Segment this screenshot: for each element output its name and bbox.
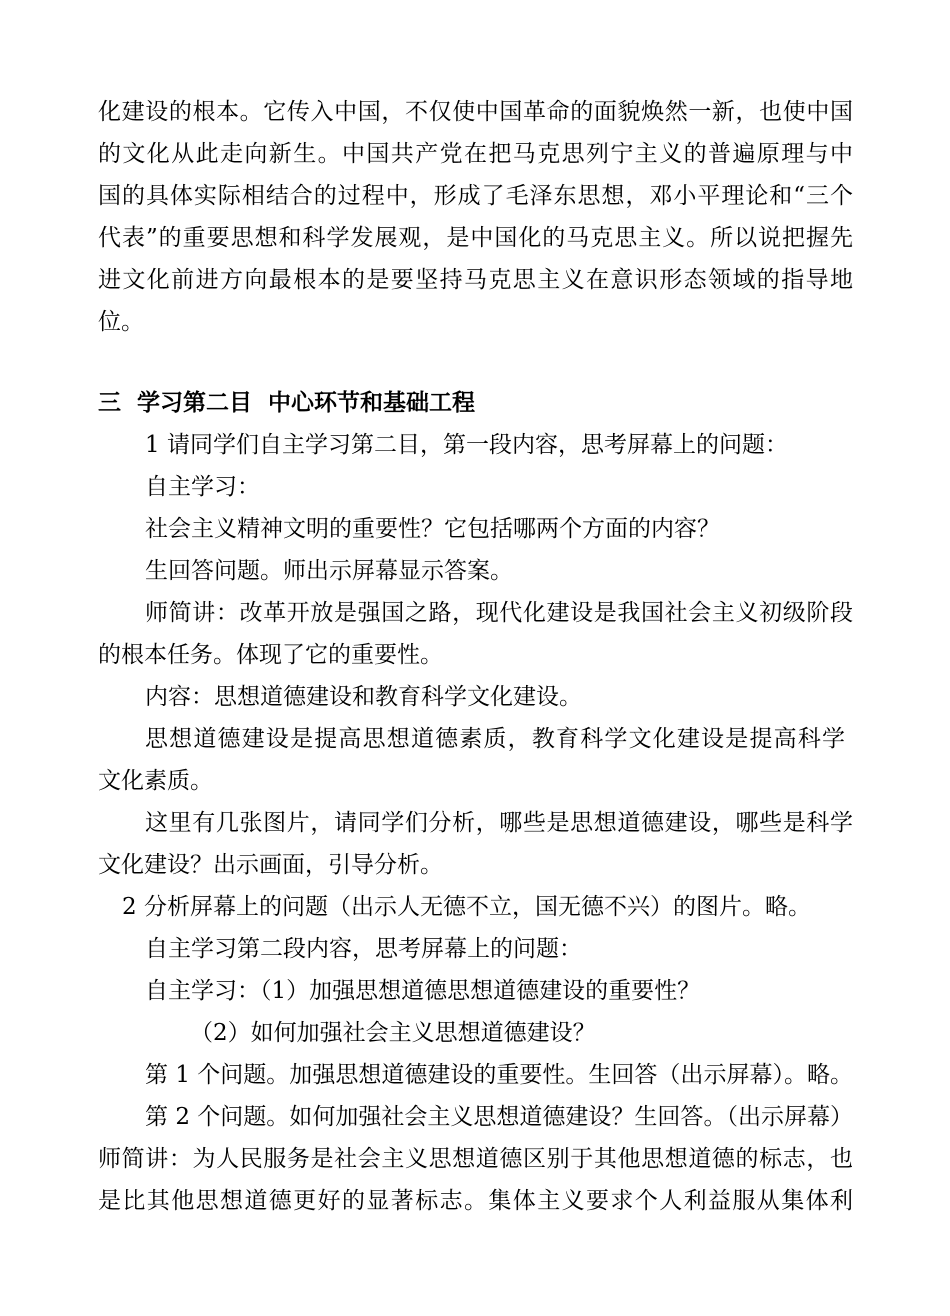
paragraph-line: 进文化前进方向最根本的是要坚持马克思主义在意识形态领域的指导地	[98, 267, 853, 293]
paragraph-line: 是比其他思想道德更好的显著标志。集体主义要求个人利益服从集体利	[98, 1188, 853, 1214]
section-heading: 三 学习第二目 中心环节和基础工程	[98, 389, 476, 416]
paragraph-line: 2 分析屏幕上的问题（出示人无德不立，国无德不兴）的图片。略。	[122, 894, 811, 920]
paragraph-line: 国的具体实际相结合的过程中，形成了毛泽东思想，邓小平理论和“三个	[98, 183, 853, 209]
paragraph-line: 1 请同学们自主学习第二目，第一段内容，思考屏幕上的问题：	[145, 432, 788, 458]
paragraph-line: 自主学习：	[145, 474, 260, 500]
paragraph-line: 内容：思想道德建设和教育科学文化建设。	[145, 684, 582, 710]
paragraph-line: 的文化从此走向新生。中国共产党在把马克思列宁主义的普遍原理与中	[98, 141, 853, 167]
paragraph-line: 自主学习第二段内容，思考屏幕上的问题：	[145, 936, 582, 962]
paragraph-line: 社会主义精神文明的重要性？它包括哪两个方面的内容？	[145, 516, 720, 542]
paragraph-line: 师简讲：为人民服务是社会主义思想道德区别于其他思想道德的标志，也	[98, 1146, 853, 1172]
paragraph-line: 代表”的重要思想和科学发展观，是中国化的马克思主义。所以说把握先	[98, 225, 853, 251]
paragraph-line: 的根本任务。体现了它的重要性。	[98, 642, 443, 668]
paragraph-line: 化建设的根本。它传入中国，不仅使中国革命的面貌焕然一新，也使中国	[98, 99, 853, 125]
paragraph-line: （2）如何加强社会主义思想道德建设？	[190, 1020, 596, 1046]
paragraph-line: 文化建设？出示画面，引导分析。	[98, 852, 443, 878]
paragraph-line: 师简讲：改革开放是强国之路，现代化建设是我国社会主义初级阶段	[145, 600, 853, 626]
paragraph-line: 生回答问题。师出示屏幕显示答案。	[145, 558, 513, 584]
paragraph-line: 第 2 个问题。如何加强社会主义思想道德建设？生回答。（出示屏幕）	[145, 1104, 853, 1130]
paragraph-line: 自主学习：（1）加强思想道德思想道德建设的重要性？	[145, 978, 701, 1004]
paragraph-line: 思想道德建设是提高思想道德素质，教育科学文化建设是提高科学	[145, 726, 845, 752]
paragraph-line: 文化素质。	[98, 768, 213, 794]
paragraph-line: 这里有几张图片，请同学们分析，哪些是思想道德建设，哪些是科学	[145, 810, 853, 836]
paragraph-line: 位。	[98, 309, 144, 335]
paragraph-line: 第 1 个问题。加强思想道德建设的重要性。生回答（出示屏幕）。略。	[145, 1062, 853, 1088]
